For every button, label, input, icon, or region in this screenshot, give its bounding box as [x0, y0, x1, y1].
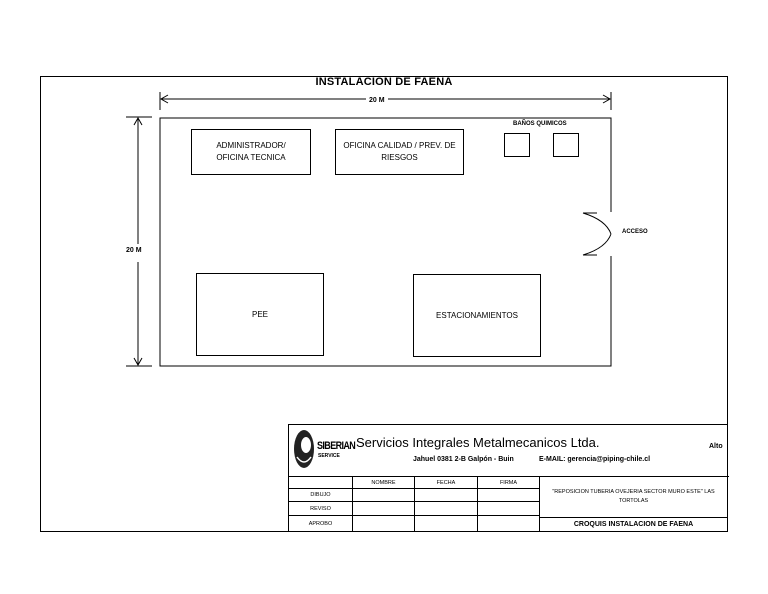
- aprobo-fecha-cell: [414, 515, 478, 532]
- quality-office: [335, 129, 464, 175]
- parking-label: ESTACIONAMIENTOS: [436, 310, 518, 320]
- chemical-toilet-1: [504, 133, 530, 157]
- project-description: "REPOSICION TUBERIA OVEJERIA SECTOR MURO ESTE" LAS TORTOLAS: [539, 476, 728, 518]
- header-nombre: NOMBRE: [352, 476, 415, 489]
- title-block: [288, 424, 728, 532]
- dibujo-fecha-cell: [414, 488, 478, 502]
- reviso-fecha-cell: [414, 501, 478, 516]
- dibujo-firma-cell: [477, 488, 540, 502]
- parking-area: [413, 274, 541, 357]
- sheet-title: CROQUIS INSTALACION DE FAENA: [539, 517, 728, 532]
- siberian-logo-icon: [291, 427, 317, 473]
- company-address: Jahuel 0381 2-B Galpón - Buin: [413, 456, 514, 463]
- access-door: [583, 213, 611, 255]
- height-label: 20 M: [126, 247, 142, 254]
- width-label: 20 M: [366, 97, 388, 104]
- corner-text: Alto: [709, 443, 723, 450]
- reviso-firma-cell: [477, 501, 540, 516]
- pee-area: [196, 273, 324, 356]
- access-label: ACCESO: [622, 229, 648, 235]
- row-aprobo: APROBO: [288, 515, 353, 532]
- aprobo-nombre-cell: [352, 515, 415, 532]
- header-firma: FIRMA: [477, 476, 540, 489]
- logo-text: SIBERIAN: [317, 439, 356, 452]
- header-fecha: FECHA: [414, 476, 478, 489]
- quality-office-label: OFICINA CALIDAD / PREV. DE RIESGOS: [343, 141, 456, 162]
- company-email: E-MAIL: gerencia@piping-chile.cl: [539, 456, 651, 463]
- admin-office: [191, 129, 311, 175]
- chemical-toilet-2: [553, 133, 579, 157]
- reviso-nombre-cell: [352, 501, 415, 516]
- logo-subtext: SERVICE: [318, 453, 340, 459]
- height-dimension: [126, 117, 152, 366]
- chemical-toilets-label: BAÑOS QUIMICOS: [513, 121, 567, 127]
- company-name: Servicios Integrales Metalmecanicos Ltda.: [356, 435, 600, 450]
- row-reviso: REVISO: [288, 501, 353, 516]
- row-dibujo: DIBUJO: [288, 488, 353, 502]
- admin-office-label: ADMINISTRADOR/ OFICINA TECNICA: [216, 141, 286, 162]
- dibujo-nombre-cell: [352, 488, 415, 502]
- aprobo-firma-cell: [477, 515, 540, 532]
- drawing-title: INSTALACION DE FAENA: [315, 76, 453, 88]
- pee-label: PEE: [251, 309, 268, 319]
